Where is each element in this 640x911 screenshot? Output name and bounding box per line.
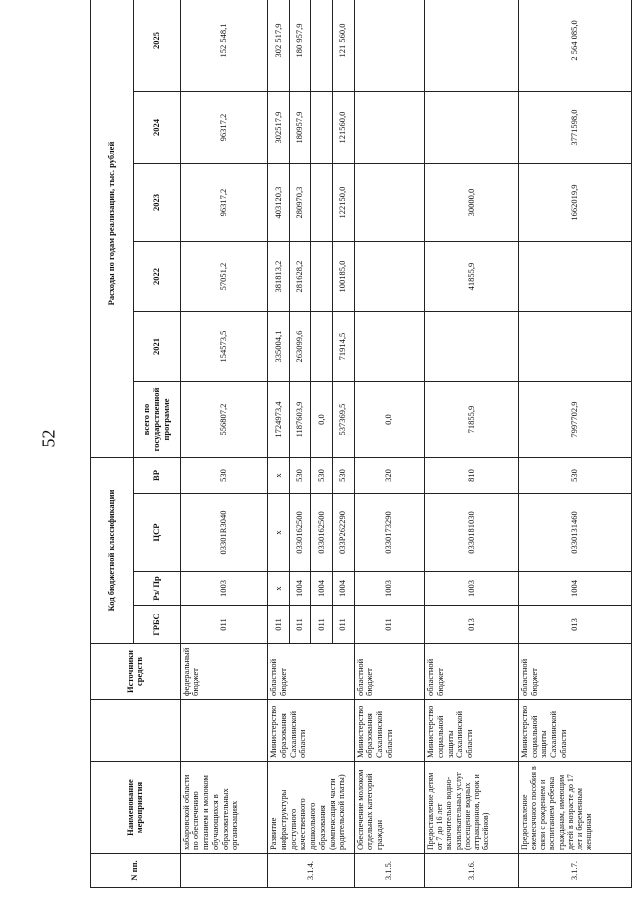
measure-name: Предоставление детям от 7 до 16 лет включительно водно-развлекательных услуг (посещение водных аттракционов, горок и бассейнов) [424,762,518,854]
header-2024: 2024 [133,92,180,164]
table-row: 3.1.4. Развитие инфраструктуры доступного качественного дошкольного образования (компенсация части родительской платы) Министерство образования Сахалинской области областной бюджет 011 х х х 1724973,4 335004,1 381813,2 403120,3 302517,9 302 517,9 [268,0,290,888]
table-row: 011 1004 0330162500 530 0,0 [311,0,333,888]
header-2022: 2022 [133,242,180,312]
source: областной бюджет [268,644,355,700]
budget-table-rotated [90,20,632,888]
measure-name: хабаровской области по обеспечению питанием и молоком обучающихся в образовательных организациях [180,762,267,854]
measure-name: Развитие инфраструктуры доступного качественного дошкольного образования (компенсация части родительской платы) [268,762,355,854]
header-2025: 2025 [133,0,180,92]
header-csr: ЦСР [133,494,180,572]
table-row: 3.1.6. Предоставление детям от 7 до 16 лет включительно водно-развлекательных услуг (посещение водных аттракционов, горок и бассейнов) Министерство социальной защиты Сахалинской области областной бюджет 013 1003 0330181030 810 71855,9 41855,9 30000,0 [424,0,518,888]
header-kbk: Код бюджетной классификации [91,458,134,644]
budget-table [90,0,632,888]
source: областной бюджет [518,644,631,700]
header-vr: ВР [133,458,180,494]
header-num: N пп. [91,854,181,888]
responsible: Министерство социальной защиты Сахалинской области [518,700,631,762]
header-responsible [91,700,181,762]
header-source: Источники средств [91,644,181,700]
row-number: 3.1.5. [354,854,424,888]
table-row: хабаровской области по обеспечению питанием и молоком обучающихся в образовательных организациях федеральный бюджет 011 1003 03301R3040 530 556807,2 154573,5 57051,2 96317,2 96317,2 152 548,1 [180,0,267,888]
row-number: 3.1.7. [518,854,631,888]
responsible: Министерство образования Сахалинской области [268,700,355,762]
header-years: Расходы по годам реализации, тыс. рублей [91,0,134,458]
measure-name: Обеспечение молоком отдельных категорий граждан [354,762,424,854]
table-row: 3.1.5. Обеспечение молоком отдельных категорий граждан Министерство образования Сахалинской области областной бюджет 011 1003 0330173290 320 0,0 [354,0,424,888]
source: федеральный бюджет [180,644,267,700]
header-2023: 2023 [133,164,180,242]
table-row: 011 1004 0330162500 530 1187603,9 263099,6 281628,2 280970,3 180957,9 180 957,9 [289,0,311,888]
header-name: Наименование мероприятия [91,762,181,854]
header-rzpr: Рз/ Пр [133,572,180,606]
header-grbs: ГРБС [133,606,180,644]
row-number: 3.1.6. [424,854,518,888]
responsible: Министерство образования Сахалинской области [354,700,424,762]
measure-name: Предоставление ежемесячного пособия в связи с рождением и воспитанием ребенка гражданам, имеющим детей в возрасте до 17 лет и беременным женщинам [518,762,631,854]
header-2021: 2021 [133,312,180,382]
row-number: 3.1.4. [268,854,355,888]
header-total: всего по государственной программе [133,382,180,458]
table-row: 3.1.7. Предоставление ежемесячного пособия в связи с рождением и воспитанием ребенка гражданам, имеющим детей в возрасте до 17 лет и беременным женщинам Министерство социальной защиты Сахалинской области областной бюджет 013 1004 0330131460 530 7997702,9 1662019,9 3771598,0 2 564 085,0 [518,0,631,888]
responsible: Министерство социальной защиты Сахалинской области [424,700,518,762]
page-number: 52 [38,429,59,448]
source: областной бюджет [424,644,518,700]
source: областной бюджет [354,644,424,700]
table-row: 011 1004 033P262290 530 537369,5 71914,5 100185,0 122150,0 121560,0 121 560,0 [332,0,354,888]
